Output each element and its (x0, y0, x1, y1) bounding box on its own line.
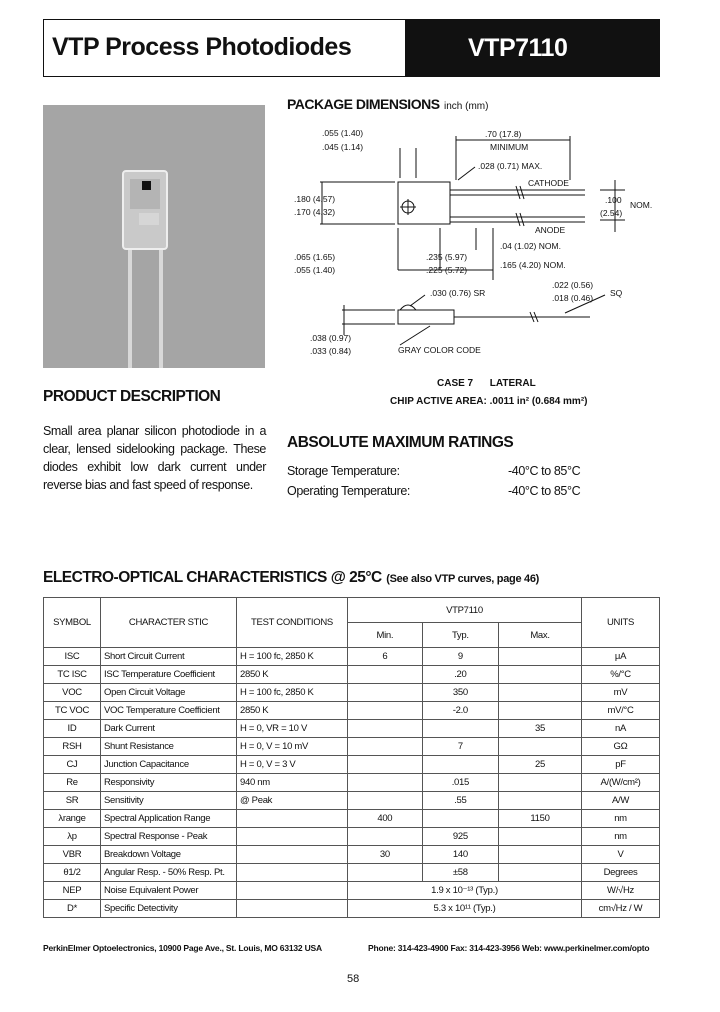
cell-unit: A/(W/cm²) (582, 774, 660, 792)
cell-sym: λp (44, 828, 101, 846)
table-row (44, 648, 660, 666)
page-number: 58 (347, 973, 360, 985)
svg-text:.055 (1.40): .055 (1.40) (294, 265, 336, 275)
cell-char: Breakdown Voltage (101, 846, 237, 864)
cell-unit: mV/°C (582, 702, 660, 720)
svg-text:.100: .100 (605, 195, 622, 205)
cell-char: Junction Capacitance (101, 756, 237, 774)
col-max: Max. (499, 623, 582, 648)
cell-typ: 925 (422, 828, 498, 846)
cell-typ: -2.0 (422, 702, 498, 720)
package-dimensions-heading: PACKAGE DIMENSIONS inch (mm) (287, 96, 489, 112)
cell-cond: 2850 K (237, 666, 348, 684)
svg-text:.235 (5.97): .235 (5.97) (426, 252, 468, 262)
cell-char: Specific Detectivity (101, 900, 237, 918)
cell-unit: μA (582, 648, 660, 666)
table-row (44, 792, 660, 810)
svg-text:.038 (0.97): .038 (0.97) (310, 333, 352, 343)
cell-char: Short Circuit Current (101, 648, 237, 666)
svg-text:.030 (0.76) SR: .030 (0.76) SR (430, 288, 486, 298)
rating-value: -40°C to 85°C (508, 464, 581, 478)
svg-text:CATHODE: CATHODE (528, 178, 569, 188)
svg-text:.065 (1.65): .065 (1.65) (294, 252, 336, 262)
cell-cond (237, 882, 348, 900)
cell-max (499, 684, 582, 702)
cell-cond: H = 100 fc, 2850 K (237, 684, 348, 702)
cell-min (348, 684, 423, 702)
product-description-heading: PRODUCT DESCRIPTION (43, 388, 221, 405)
cell-unit: nm (582, 810, 660, 828)
package-drawing (280, 120, 680, 370)
cell-max: 35 (499, 720, 582, 738)
part-number: VTP7110 (406, 19, 660, 77)
cell-sym: VOC (44, 684, 101, 702)
cell-max: 25 (499, 756, 582, 774)
col-conditions: TEST CONDITIONS (237, 598, 348, 648)
cell-cond (237, 810, 348, 828)
table-row (44, 720, 660, 738)
cell-unit: cm√Hz / W (582, 900, 660, 918)
cell-sym: λrange (44, 810, 101, 828)
svg-text:.045 (1.14): .045 (1.14) (322, 142, 364, 152)
cell-max (499, 864, 582, 882)
col-typ: Typ. (422, 623, 498, 648)
footer-contact: Phone: 314-423-4900 Fax: 314-423-3956 Web: www.perkinelmer.com/opto (368, 943, 650, 953)
svg-text:.022 (0.56): .022 (0.56) (552, 280, 594, 290)
cell-sym: ISC (44, 648, 101, 666)
col-symbol: SYMBOL (44, 598, 101, 648)
eo-heading: ELECTRO-OPTICAL CHARACTERISTICS @ 25°C (See also VTP curves, page 46) (43, 569, 540, 586)
cell-min (348, 702, 423, 720)
cell-unit: nA (582, 720, 660, 738)
cell-max (499, 702, 582, 720)
cell-typ (422, 810, 498, 828)
cell-min (348, 792, 423, 810)
cell-unit: Degrees (582, 864, 660, 882)
cell-char: VOC Temperature Coefficient (101, 702, 237, 720)
svg-text:(2.54): (2.54) (600, 208, 623, 218)
cell-span: 5.3 x 10¹¹ (Typ.) (348, 900, 582, 918)
cell-char: Responsivity (101, 774, 237, 792)
cell-sym: NEP (44, 882, 101, 900)
cell-typ (422, 756, 498, 774)
col-min: Min. (348, 623, 423, 648)
svg-text:.04 (1.02) NOM.: .04 (1.02) NOM. (500, 241, 561, 251)
svg-text:.028 (0.71) MAX.: .028 (0.71) MAX. (478, 161, 543, 171)
cell-cond: H = 100 fc, 2850 K (237, 648, 348, 666)
cell-sym: ID (44, 720, 101, 738)
cell-char: Shunt Resistance (101, 738, 237, 756)
cell-min (348, 774, 423, 792)
case-label: CASE 7 LATERAL (437, 378, 536, 389)
cell-unit: pF (582, 756, 660, 774)
svg-text:.225 (5.72): .225 (5.72) (426, 265, 468, 275)
ratings-heading: ABSOLUTE MAXIMUM RATINGS (287, 434, 514, 451)
cell-unit: W/√Hz (582, 882, 660, 900)
eo-table (43, 597, 660, 918)
table-row (44, 846, 660, 864)
table-row (44, 864, 660, 882)
cell-char: Angular Resp. - 50% Resp. Pt. (101, 864, 237, 882)
cell-unit: mV (582, 684, 660, 702)
col-characteristic: CHARACTER STIC (101, 598, 237, 648)
cell-min: 400 (348, 810, 423, 828)
cell-typ: .20 (422, 666, 498, 684)
cell-unit: nm (582, 828, 660, 846)
cell-min (348, 756, 423, 774)
cell-typ (422, 720, 498, 738)
cell-cond: @ Peak (237, 792, 348, 810)
svg-text:.165 (4.20) NOM.: .165 (4.20) NOM. (500, 260, 566, 270)
cell-max (499, 828, 582, 846)
cell-min (348, 666, 423, 684)
cell-span: 1.9 x 10⁻¹³ (Typ.) (348, 882, 582, 900)
cell-typ: ±58 (422, 864, 498, 882)
svg-text:ANODE: ANODE (535, 225, 566, 235)
series-title: VTP Process Photodiodes (43, 19, 406, 77)
cell-char: Sensitivity (101, 792, 237, 810)
cell-char: Spectral Application Range (101, 810, 237, 828)
cell-unit: GΩ (582, 738, 660, 756)
table-row (44, 810, 660, 828)
cell-min: 30 (348, 846, 423, 864)
product-photo (43, 105, 265, 368)
svg-text:.170 (4.32): .170 (4.32) (294, 207, 336, 217)
cell-sym: θ1/2 (44, 864, 101, 882)
cell-unit: %/°C (582, 666, 660, 684)
cell-min: 6 (348, 648, 423, 666)
cell-max (499, 738, 582, 756)
cell-unit: V (582, 846, 660, 864)
table-row (44, 666, 660, 684)
cell-typ: 140 (422, 846, 498, 864)
cell-sym: SR (44, 792, 101, 810)
cell-char: Spectral Response - Peak (101, 828, 237, 846)
table-row (44, 828, 660, 846)
chip-area: CHIP ACTIVE AREA: .0011 in² (0.684 mm²) (390, 396, 588, 407)
svg-text:NOM.: NOM. (630, 200, 653, 210)
cell-typ: .015 (422, 774, 498, 792)
rating-label: Storage Temperature: (287, 464, 400, 478)
cell-cond (237, 846, 348, 864)
table-row (44, 882, 660, 900)
cell-sym: RSH (44, 738, 101, 756)
rating-label: Operating Temperature: (287, 484, 410, 498)
rating-value: -40°C to 85°C (508, 484, 581, 498)
table-row (44, 756, 660, 774)
col-part: VTP7110 (348, 598, 582, 623)
cell-max (499, 648, 582, 666)
svg-text:SQ: SQ (610, 288, 623, 298)
table-row (44, 738, 660, 756)
cell-cond (237, 828, 348, 846)
cell-char: Noise Equivalent Power (101, 882, 237, 900)
table-row (44, 900, 660, 918)
cell-typ: .55 (422, 792, 498, 810)
cell-min (348, 864, 423, 882)
cell-min (348, 738, 423, 756)
cell-cond: 2850 K (237, 702, 348, 720)
cell-cond: H = 0, V = 3 V (237, 756, 348, 774)
cell-char: Open Circuit Voltage (101, 684, 237, 702)
cell-max: 1150 (499, 810, 582, 828)
cell-unit: A/W (582, 792, 660, 810)
cell-cond: H = 0, VR = 10 V (237, 720, 348, 738)
cell-min (348, 720, 423, 738)
cell-cond (237, 864, 348, 882)
cell-sym: Re (44, 774, 101, 792)
cell-sym: VBR (44, 846, 101, 864)
col-units: UNITS (582, 598, 660, 648)
cell-cond (237, 900, 348, 918)
cell-sym: CJ (44, 756, 101, 774)
cell-max (499, 792, 582, 810)
footer-company: PerkinElmer Optoelectronics, 10900 Page Ave., St. Louis, MO 63132 USA (43, 943, 322, 953)
product-description: Small area planar silicon photodiode in a clear, lensed sidelooking package. These diodes exhibit low dark current under reverse bias and fast speed of response. (43, 424, 266, 492)
svg-text:.018 (0.46): .018 (0.46) (552, 293, 594, 303)
cell-typ: 350 (422, 684, 498, 702)
svg-text:.70 (17.8): .70 (17.8) (485, 129, 522, 139)
cell-sym: TC ISC (44, 666, 101, 684)
svg-text:.180 (4.57): .180 (4.57) (294, 194, 336, 204)
table-row (44, 702, 660, 720)
table-row (44, 774, 660, 792)
svg-text:MINIMUM: MINIMUM (490, 142, 529, 152)
cell-max (499, 666, 582, 684)
svg-text:.033 (0.84): .033 (0.84) (310, 346, 352, 356)
cell-sym: TC VOC (44, 702, 101, 720)
cell-typ: 9 (422, 648, 498, 666)
cell-min (348, 828, 423, 846)
svg-text:.055 (1.40): .055 (1.40) (322, 128, 364, 138)
cell-sym: D* (44, 900, 101, 918)
cell-cond: 940 nm (237, 774, 348, 792)
cell-char: Dark Current (101, 720, 237, 738)
cell-typ: 7 (422, 738, 498, 756)
cell-max (499, 774, 582, 792)
svg-text:GRAY COLOR CODE: GRAY COLOR CODE (398, 345, 481, 355)
table-row (44, 684, 660, 702)
cell-max (499, 846, 582, 864)
cell-char: ISC Temperature Coefficient (101, 666, 237, 684)
cell-cond: H = 0, V = 10 mV (237, 738, 348, 756)
